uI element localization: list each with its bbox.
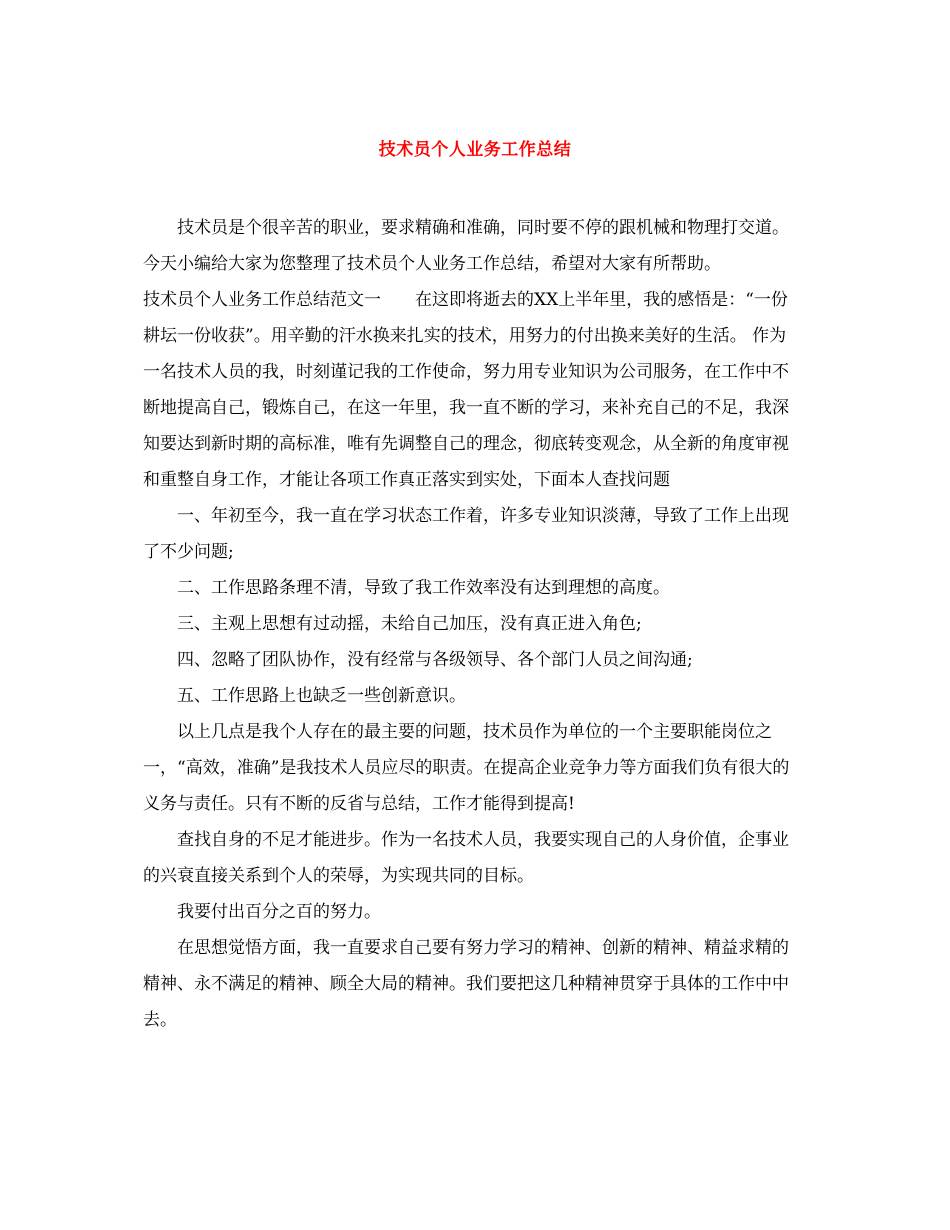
paragraph-problem-three: 三、主观上思想有过动摇，未给自己加压，没有真正进入角色;	[177, 614, 642, 634]
paragraph-summary: 以上几点是我个人存在的最主要的问题，技术员作为单位的一个主要职能岗位之一，“高效，准确”是我技术人员应尽的职责。在提高企业竞争力等方面我们负有很大的义务与责任。只有不断的反省与总结，工作才能得到提高!	[143, 722, 790, 814]
paragraph-sample-one: 技术员个人业务工作总结范文一 在这即将逝去的XX上半年里，我的感悟是：“一份耕坛一份收获”。用辛勤的汗水换来扎实的技术，用努力的付出换来美好的生活。 作为一名技术人员的我，时刻谨记我的工作使命，努力用专业知识为公司服务，在工作中不断地提高自己，锻炼自己，在这一年里，我一直不断的学习，来补充自己的不足，我深知要达到新时期的高标准，唯有先调整自己的理念，彻底转变观念，从全新的角度审视和重整自身工作，才能让各项工作真正落实到实处，下面本人查找问题	[143, 290, 789, 490]
document-body	[143, 210, 803, 1038]
paragraph-problem-five: 五、工作思路上也缺乏一些创新意识。	[177, 686, 466, 706]
paragraph-effort: 我要付出百分之百的努力。	[177, 902, 381, 922]
paragraph-problem-two: 二、工作思路条理不清，导致了我工作效率没有达到理想的高度。	[177, 578, 670, 598]
paragraph-problem-one: 一、年初至今，我一直在学习状态工作着，许多专业知识淡薄，导致了工作上出现了不少问题;	[143, 506, 789, 562]
paragraph-progress: 查找自身的不足才能进步。作为一名技术人员，我要实现自己的人身价值，企事业的兴衰直接关系到个人的荣辱，为实现共同的目标。	[143, 830, 789, 886]
paragraph-problem-four: 四、忽略了团队协作，没有经常与各级领导、各个部门人员之间沟通;	[177, 650, 693, 670]
paragraph-thought: 在思想觉悟方面，我一直要求自己要有努力学习的精神、创新的精神、精益求精的精神、永不满足的精神、顾全大局的精神。我们要把这几种精神贯穿于具体的工作中中去。	[143, 938, 789, 1030]
document-title: 技术员个人业务工作总结	[378, 140, 572, 160]
paragraph-intro: 技术员是个很辛苦的职业，要求精确和准确，同时要不停的跟机械和物理打交道。今天小编给大家为您整理了技术员个人业务工作总结，希望对大家有所帮助。	[143, 218, 789, 274]
